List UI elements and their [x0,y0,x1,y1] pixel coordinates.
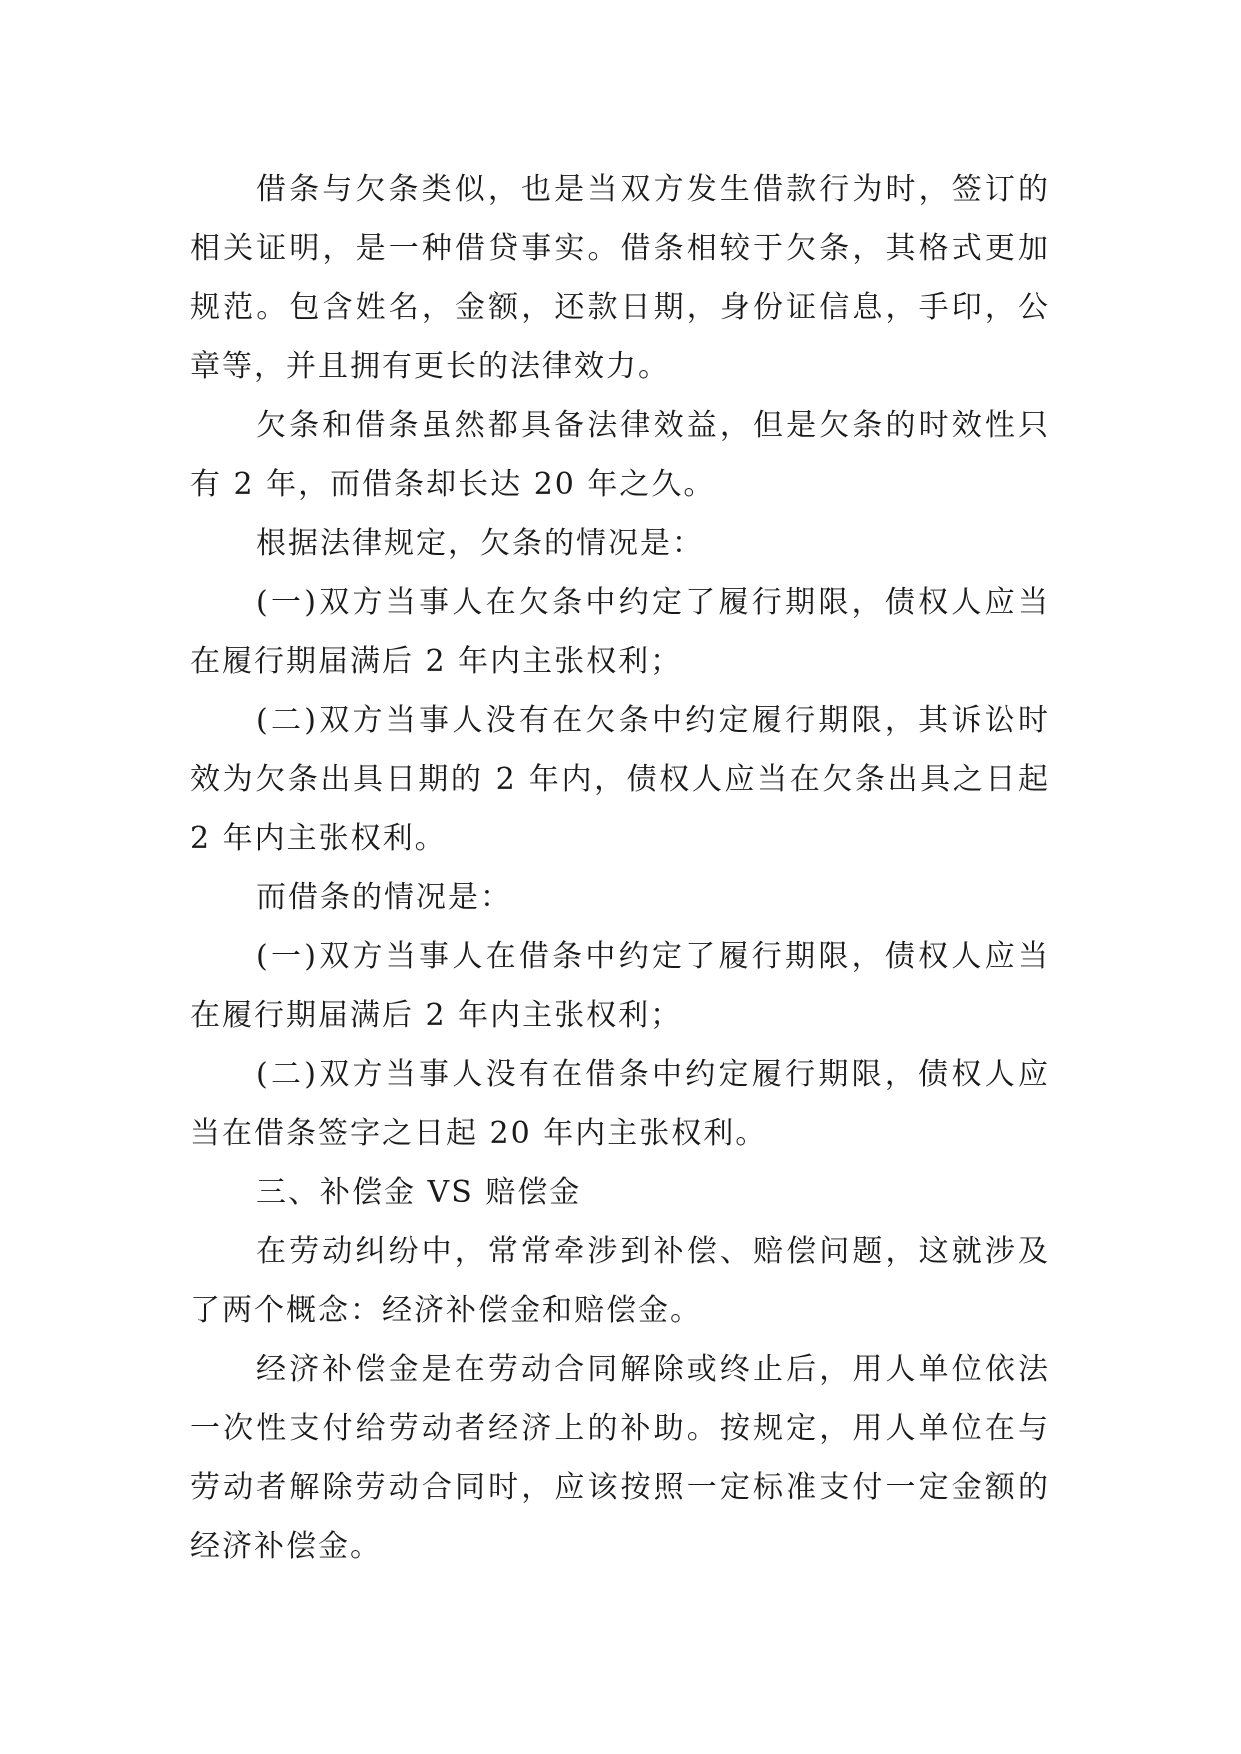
paragraph-debt-note-case-2: (二)双方当事人没有在欠条中约定履行期限，其诉讼时效为欠条出具日期的 2 年内，债权人应当在欠条出具之日起 2 年内主张权利。 [190,703,1050,856]
paragraph-economic-compensation: 经济补偿金是在劳动合同解除或终止后，用人单位依法一次性支付给劳动者经济上的补助。按规定，用人单位在与劳动者解除劳动合同时，应该按照一定标准支付一定金额的经济补偿金。 [190,1352,1050,1564]
paragraph-iou-case-1: (一)双方当事人在借条中约定了履行期限，债权人应当在履行期届满后 2 年内主张权利； [190,939,1050,1033]
paragraph-statute-of-limitations: 欠条和借条虽然都具备法律效益，但是欠条的时效性只有 2 年，而借条却长达 20 年之久。 [190,408,1050,502]
paragraph-debt-note-intro: 根据法律规定，欠条的情况是： [256,526,704,561]
paragraph-debt-note-case-1: (一)双方当事人在欠条中约定了履行期限，债权人应当在履行期届满后 2 年内主张权利； [190,585,1050,679]
section-heading-compensation: 三、补偿金 VS 赔偿金 [256,1175,582,1210]
paragraph-iou-intro: 而借条的情况是： [256,880,512,915]
paragraph-iou-definition: 借条与欠条类似，也是当双方发生借款行为时，签订的相关证明，是一种借贷事实。借条相较于欠条，其格式更加规范。包含姓名，金额，还款日期，身份证信息，手印，公章等，并且拥有更长的法律效力。 [190,172,1050,384]
paragraph-labor-dispute: 在劳动纠纷中，常常牵涉到补偿、赔偿问题，这就涉及了两个概念：经济补偿金和赔偿金。 [190,1234,1050,1328]
paragraph-iou-case-2: (二)双方当事人没有在借条中约定履行期限，债权人应当在借条签字之日起 20 年内主张权利。 [190,1057,1050,1151]
document-body [190,160,1050,1576]
